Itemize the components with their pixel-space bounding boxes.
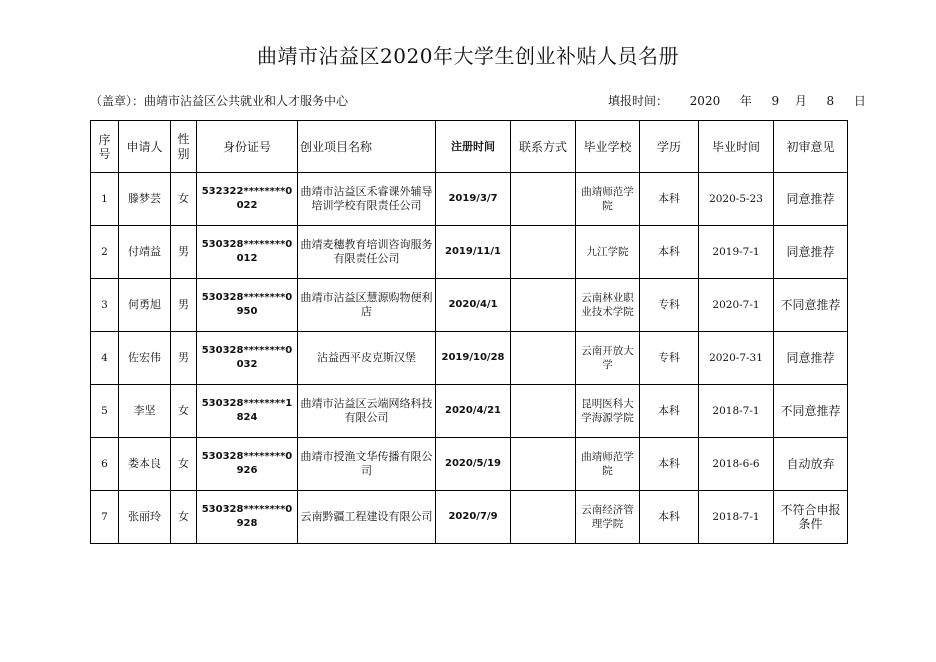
table-row xyxy=(91,279,848,332)
applicant-table xyxy=(90,120,848,544)
cell-name: 滕梦芸 xyxy=(119,173,171,226)
cell-opinion: 不同意推荐 xyxy=(774,385,848,438)
cell-id: 532322********0022 xyxy=(197,173,298,226)
cell-school: 曲靖师范学院 xyxy=(576,438,640,491)
cell-project: 云南黔疆工程建设有限公司 xyxy=(298,491,436,544)
cell-name: 佐宏伟 xyxy=(119,332,171,385)
cell-no: 3 xyxy=(91,279,119,332)
header-opinion: 初审意见 xyxy=(774,121,848,173)
cell-id: 530328********1824 xyxy=(197,385,298,438)
cell-school: 云南经济管理学院 xyxy=(576,491,640,544)
cell-opinion: 不符合申报条件 xyxy=(774,491,848,544)
fill-time xyxy=(608,92,866,109)
table-row xyxy=(91,226,848,279)
cell-gender: 男 xyxy=(171,279,197,332)
cell-id: 530328********0926 xyxy=(197,438,298,491)
cell-degree: 本科 xyxy=(640,226,699,279)
cell-grad-date: 2018-7-1 xyxy=(699,385,774,438)
cell-gender: 女 xyxy=(171,385,197,438)
cell-gender: 女 xyxy=(171,173,197,226)
cell-reg-date: 2020/4/21 xyxy=(436,385,511,438)
cell-project: 曲靖麦穗教育培训咨询服务有限责任公司 xyxy=(298,226,436,279)
stamp-line: （盖章）：曲靖市沾益区公共就业和人才服务中心 xyxy=(90,94,349,108)
cell-opinion: 同意推荐 xyxy=(774,226,848,279)
table-row xyxy=(91,173,848,226)
header-id: 身份证号 xyxy=(197,121,298,173)
cell-degree: 本科 xyxy=(640,491,699,544)
cell-contact xyxy=(511,173,576,226)
cell-degree: 本科 xyxy=(640,385,699,438)
cell-project: 曲靖市沾益区慧源购物便利店 xyxy=(298,279,436,332)
table-row xyxy=(91,385,848,438)
cell-gender: 男 xyxy=(171,332,197,385)
cell-school: 云南林业职业技术学院 xyxy=(576,279,640,332)
cell-project: 曲靖市沾益区云端网络科技有限公司 xyxy=(298,385,436,438)
fill-time-month: 9 xyxy=(771,94,780,108)
cell-gender: 女 xyxy=(171,491,197,544)
header-gender: 性别 xyxy=(171,121,197,173)
cell-opinion: 同意推荐 xyxy=(774,332,848,385)
cell-name: 娄本良 xyxy=(119,438,171,491)
header-school: 毕业学校 xyxy=(576,121,640,173)
cell-contact xyxy=(511,385,576,438)
cell-school: 曲靖师范学院 xyxy=(576,173,640,226)
cell-grad-date: 2018-7-1 xyxy=(699,491,774,544)
cell-contact xyxy=(511,226,576,279)
cell-reg-date: 2020/4/1 xyxy=(436,279,511,332)
cell-project: 沾益西平皮克斯汉堡 xyxy=(298,332,436,385)
cell-opinion: 同意推荐 xyxy=(774,173,848,226)
cell-id: 530328********0928 xyxy=(197,491,298,544)
header-contact: 联系方式 xyxy=(511,121,576,173)
fill-time-year-unit: 年 xyxy=(739,94,752,108)
table-row xyxy=(91,491,848,544)
cell-reg-date: 2019/11/1 xyxy=(436,226,511,279)
header-no: 序号 xyxy=(91,121,119,173)
cell-degree: 专科 xyxy=(640,332,699,385)
cell-name: 付靖益 xyxy=(119,226,171,279)
cell-reg-date: 2020/7/9 xyxy=(436,491,511,544)
cell-reg-date: 2020/5/19 xyxy=(436,438,511,491)
cell-no: 6 xyxy=(91,438,119,491)
cell-project: 曲靖市授渔文华传播有限公司 xyxy=(298,438,436,491)
cell-grad-date: 2019-7-1 xyxy=(699,226,774,279)
cell-id: 530328********0032 xyxy=(197,332,298,385)
cell-no: 7 xyxy=(91,491,119,544)
cell-grad-date: 2020-5-23 xyxy=(699,173,774,226)
cell-grad-date: 2018-6-6 xyxy=(699,438,774,491)
cell-school: 九江学院 xyxy=(576,226,640,279)
cell-opinion: 自动放弃 xyxy=(774,438,848,491)
header-project: 创业项目名称 xyxy=(298,121,436,173)
header-reg-date: 注册时间 xyxy=(436,121,511,173)
cell-school: 云南开放大学 xyxy=(576,332,640,385)
cell-name: 李坚 xyxy=(119,385,171,438)
page-title: 曲靖市沾益区2020年大学生创业补贴人员名册 xyxy=(257,44,679,68)
table-header-row xyxy=(91,121,848,173)
cell-contact xyxy=(511,491,576,544)
cell-degree: 本科 xyxy=(640,173,699,226)
cell-name: 何勇旭 xyxy=(119,279,171,332)
cell-grad-date: 2020-7-1 xyxy=(699,279,774,332)
table-row xyxy=(91,332,848,385)
fill-time-label: 填报时间： xyxy=(608,94,669,108)
cell-no: 4 xyxy=(91,332,119,385)
cell-id: 530328********0950 xyxy=(197,279,298,332)
cell-no: 1 xyxy=(91,173,119,226)
cell-grad-date: 2020-7-31 xyxy=(699,332,774,385)
cell-id: 530328********0012 xyxy=(197,226,298,279)
cell-no: 5 xyxy=(91,385,119,438)
cell-gender: 男 xyxy=(171,226,197,279)
header-grad-date: 毕业时间 xyxy=(699,121,774,173)
cell-name: 张丽玲 xyxy=(119,491,171,544)
header-degree: 学历 xyxy=(640,121,699,173)
fill-time-day: 8 xyxy=(826,94,835,108)
cell-reg-date: 2019/10/28 xyxy=(436,332,511,385)
cell-reg-date: 2019/3/7 xyxy=(436,173,511,226)
cell-contact xyxy=(511,279,576,332)
cell-contact xyxy=(511,332,576,385)
header-name: 申请人 xyxy=(119,121,171,173)
cell-project: 曲靖市沾益区禾睿课外辅导培训学校有限责任公司 xyxy=(298,173,436,226)
fill-time-month-unit: 月 xyxy=(794,94,807,108)
cell-degree: 本科 xyxy=(640,438,699,491)
fill-time-day-unit: 日 xyxy=(853,94,866,108)
cell-no: 2 xyxy=(91,226,119,279)
cell-school: 昆明医科大学海源学院 xyxy=(576,385,640,438)
cell-contact xyxy=(511,438,576,491)
table-row xyxy=(91,438,848,491)
cell-degree: 专科 xyxy=(640,279,699,332)
cell-opinion: 不同意推荐 xyxy=(774,279,848,332)
cell-gender: 女 xyxy=(171,438,197,491)
fill-time-year: 2020 xyxy=(689,94,721,108)
